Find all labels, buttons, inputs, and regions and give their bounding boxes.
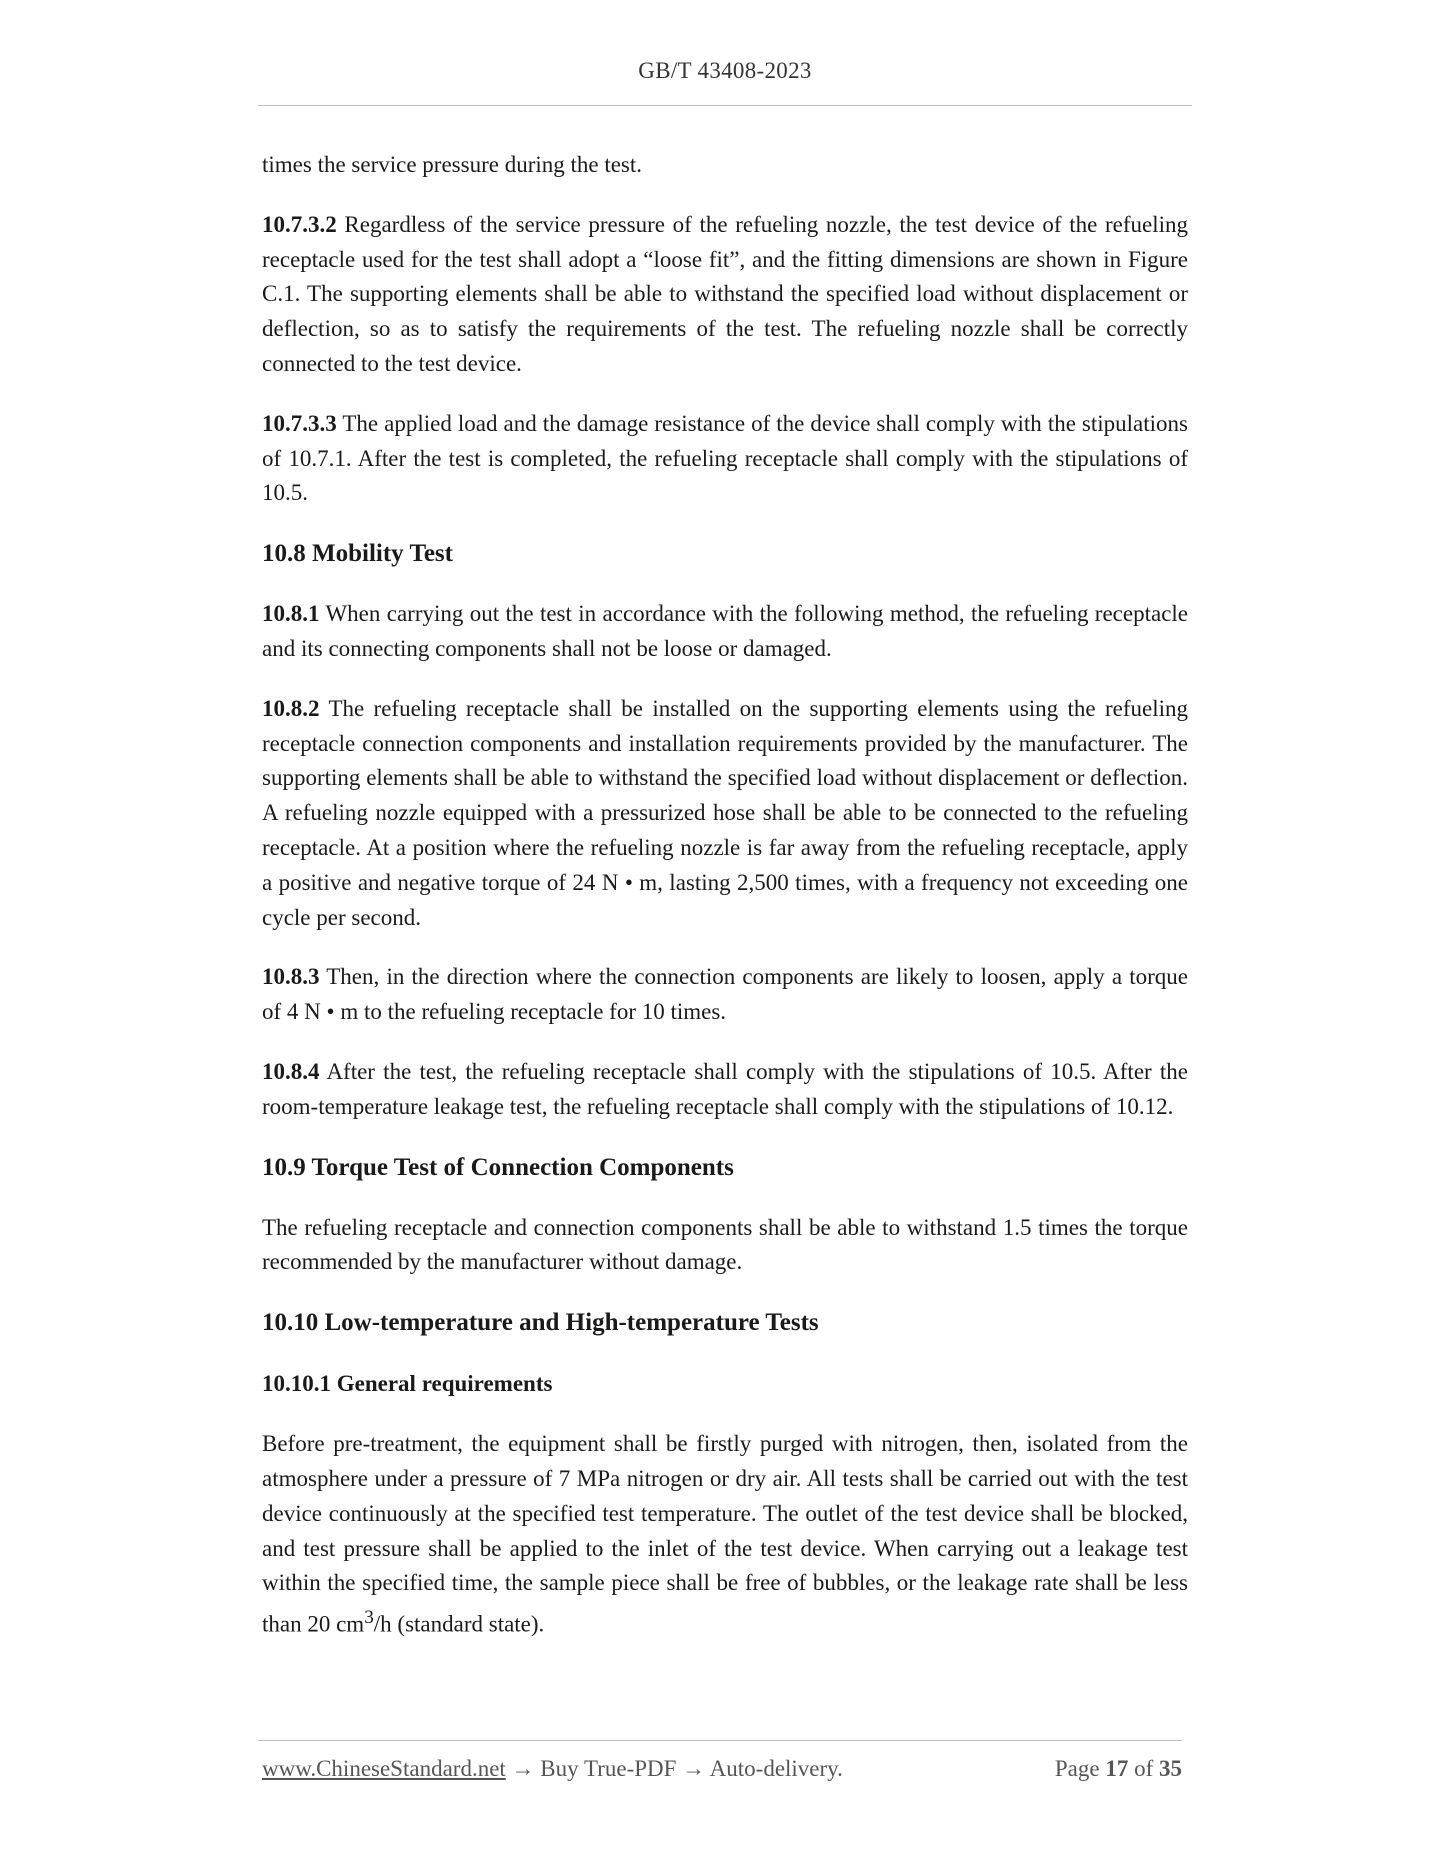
clause-number: 10.7.3.2 — [262, 211, 337, 237]
current-page: 17 — [1105, 1756, 1129, 1781]
footer-divider — [258, 1740, 1182, 1741]
clause-10-7-3-3: 10.7.3.3 The applied load and the damage resistance of the device shall comply with the stipulations of 10.7.1. After the test is completed, the refueling receptacle shall comply with the stipulations of 10.5. — [262, 410, 1188, 506]
document-body — [262, 148, 1188, 1668]
paragraph-continuation: times the service pressure during the test. — [262, 152, 643, 177]
clause-10-8-2: 10.8.2 The refueling receptacle shall be installed on the supporting elements using the refueling receptacle connection components and installation requirements provided by the manufacturer. The supporting elements shall be able to withstand the specified load without displacement or deflection. A refueling nozzle equipped with a pressurized hose shall be able to be connected to the refueling receptacle. At a position where the refueling nozzle is far away from the refueling receptacle, apply a positive and negative torque of 24 N • m, lasting 2,500 times, with a frequency not exceeding one cycle per second. — [262, 695, 1188, 930]
clause-10-7-3-2: 10.7.3.2 Regardless of the service pressure of the refueling nozzle, the test device of the refueling receptacle used for the test shall adopt a “loose fit”, and the fitting dimensions are shown in Figure C.1. The supporting elements shall be able to withstand the specified load without displacement or deflection, so as to satisfy the requirements of the test. The refueling nozzle shall be correctly connected to the test device. — [262, 211, 1188, 376]
clause-10-8-1: 10.8.1 When carrying out the test in accordance with the following method, the refueling receptacle and its connecting components shall not be loose or damaged. — [262, 601, 1188, 661]
document-header: GB/T 43408-2023 — [638, 58, 812, 83]
section-heading-10-10: 10.10 Low-temperature and High-temperature Tests — [262, 1309, 819, 1337]
footer-tagline: → Buy True-PDF → Auto-delivery. — [505, 1756, 843, 1781]
superscript: 3 — [364, 1607, 374, 1629]
clause-number: 10.7.3.3 — [262, 410, 337, 436]
subsection-heading-10-10-1: 10.10.1 General requirements — [262, 1371, 553, 1397]
section-heading-10-8: 10.8 Mobility Test — [262, 540, 453, 568]
clause-number: 10.8.1 — [262, 601, 320, 627]
total-pages: 35 — [1159, 1756, 1182, 1781]
clause-10-8-4: 10.8.4 After the test, the refueling receptacle shall comply with the stipulations of 10.5. After the room-temperature leakage test, the refueling receptacle shall comply with the stipulations of 10.12. — [262, 1058, 1188, 1119]
section-heading-10-9: 10.9 Torque Test of Connection Components — [262, 1153, 734, 1181]
website-link[interactable]: www.ChineseStandard.net — [262, 1756, 506, 1781]
clause-10-8-3: 10.8.3 Then, in the direction where the connection components are likely to loosen, apply a torque of 4 N • m to the refueling receptacle for 10 times. — [262, 964, 1188, 1025]
header-divider — [258, 105, 1192, 106]
clause-number: 10.8.2 — [262, 695, 320, 721]
clause-number: 10.8.4 — [262, 1058, 320, 1084]
page-indicator: Page 17 of 35 — [1054, 1756, 1182, 1781]
paragraph-general-requirements: Before pre-treatment, the equipment shall be firstly purged with nitrogen, then, isolated from the atmosphere under a pressure of 7 MPa nitrogen or dry air. All tests shall be carried out with the test device continuously at the specified test temperature. The outlet of the test device shall be blocked, and test pressure shall be applied to the inlet of the test device. When carrying out a leakage test within the specified time, the sample piece shall be free of bubbles, or the leakage rate shall be less than 20 $cm^3/h$ (standard state). — [262, 1431, 1188, 1637]
paragraph-torque: The refueling receptacle and connection components shall be able to withstand 1.5 times the torque recommended by the manufacturer without damage. — [262, 1214, 1188, 1275]
clause-number: 10.8.3 — [262, 964, 320, 990]
